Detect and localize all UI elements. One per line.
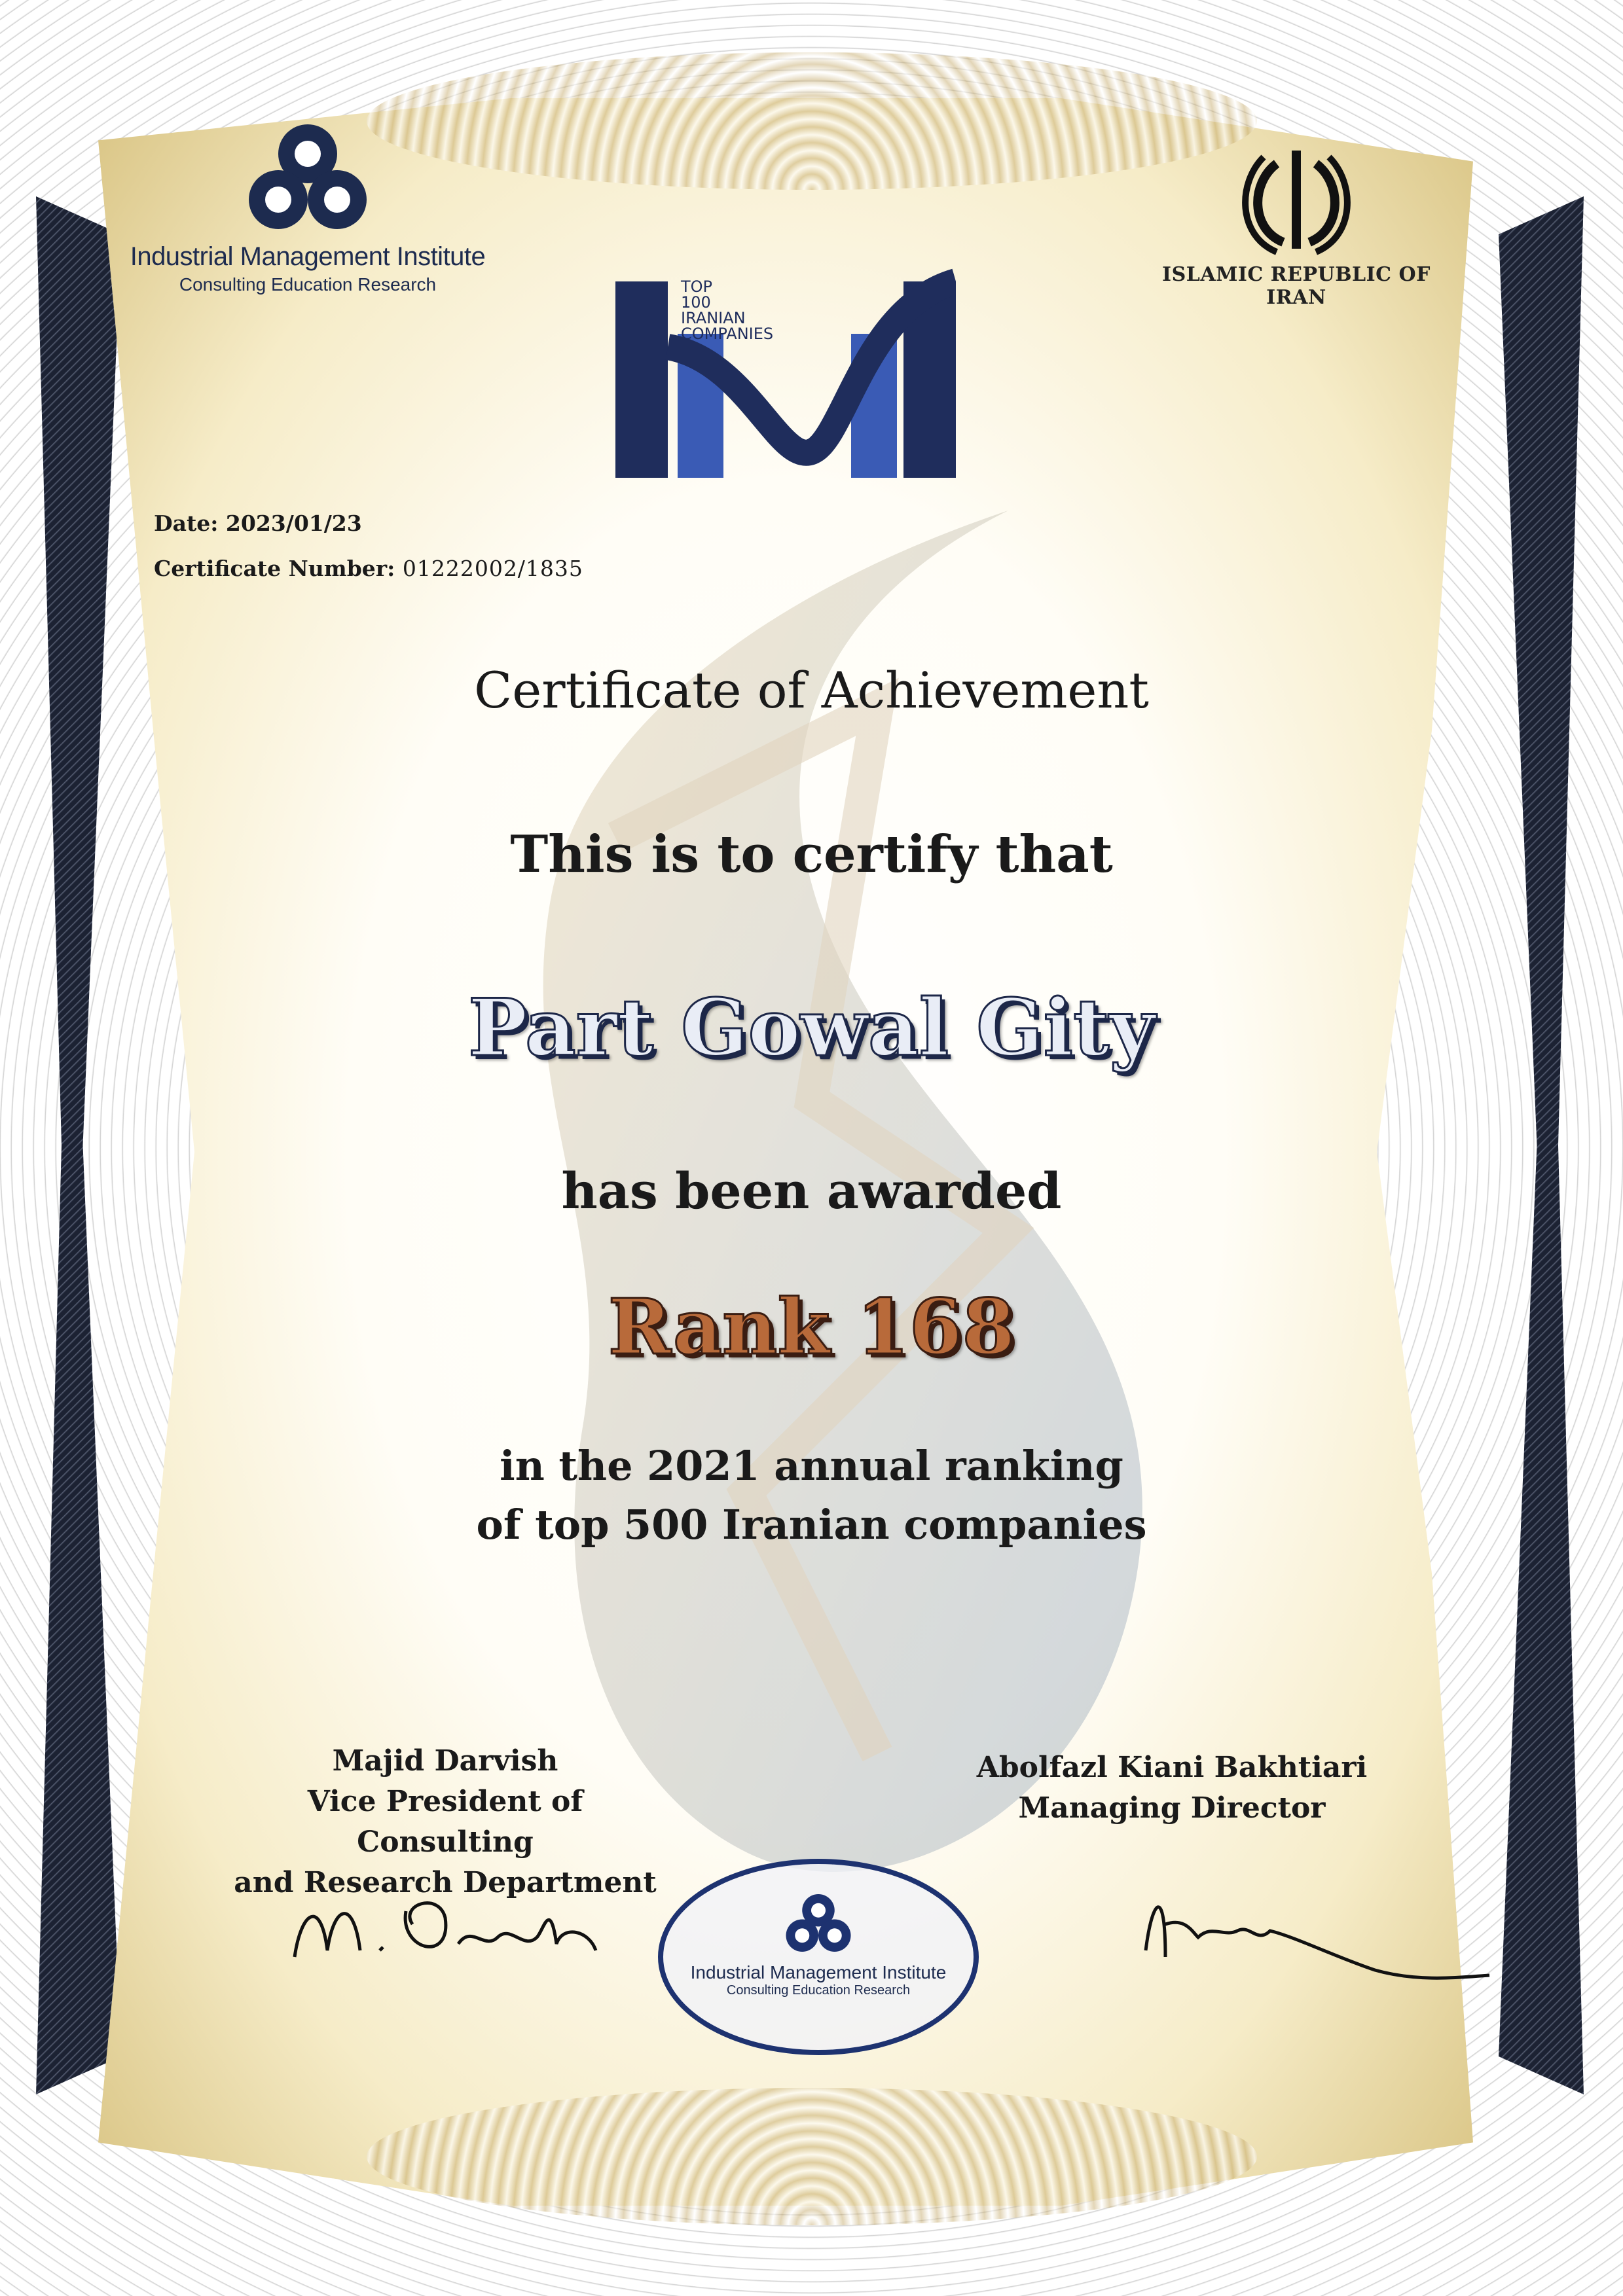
institute-tagline: Consulting Education Research xyxy=(179,274,437,295)
date-label: Date: xyxy=(154,511,219,536)
date-value: 2023/01/23 xyxy=(225,511,362,536)
certificate-number-value: 01222002/1835 xyxy=(402,556,583,581)
certificate-meta xyxy=(154,511,583,601)
country-caption: ISLAMIC REPUBLIC OF IRAN xyxy=(1162,263,1431,309)
logo-text-100: 100 xyxy=(681,293,711,312)
logo-text-iranian: IRANIAN xyxy=(681,309,746,327)
stamp-tagline: Consulting Education Research xyxy=(726,1983,911,1998)
rank-value: Rank 168 xyxy=(608,1283,1015,1372)
institute-trefoil-icon xyxy=(242,118,373,236)
right-signatory-title: Managing Director xyxy=(1018,1791,1326,1825)
iran-emblem-icon xyxy=(1237,144,1355,255)
bottom-ornament xyxy=(367,2088,1257,2225)
institute-stamp xyxy=(658,1859,979,2055)
right-signatory-name: Abolfazl Kiani Bakhtiari xyxy=(976,1751,1368,1784)
institute-logo xyxy=(124,118,491,295)
logo-text-top: TOP xyxy=(681,278,713,296)
certificate-number-row xyxy=(154,556,583,581)
stamp-trefoil-icon xyxy=(782,1890,854,1956)
ranking-description xyxy=(0,1437,1623,1554)
awarded-line: has been awarded xyxy=(561,1162,1062,1220)
left-handwritten-signature xyxy=(282,1872,622,1977)
watermark-art xyxy=(419,511,1205,1950)
ranking-line-1: in the 2021 annual ranking xyxy=(500,1442,1123,1490)
certificate-title: Certificate of Achievement xyxy=(474,661,1149,719)
right-signatory xyxy=(969,1748,1375,1829)
certificate-number-label: Certificate Number: xyxy=(154,556,395,581)
date-row xyxy=(154,511,583,536)
company-name: Part Gowal Gity xyxy=(467,982,1156,1074)
certify-line: This is to certify that xyxy=(510,825,1113,884)
top-ornament xyxy=(367,52,1257,190)
left-signatory-title-1: Vice President of Consulting xyxy=(307,1785,583,1859)
top-100-iranian-companies-logo xyxy=(615,268,956,491)
logo-text-companies: COMPANIES xyxy=(681,325,774,343)
left-signatory-name: Majid Darvish xyxy=(332,1744,558,1778)
institute-name: Industrial Management Institute xyxy=(130,242,486,271)
left-signatory-title-2: and Research Department xyxy=(234,1866,657,1899)
national-emblem xyxy=(1133,144,1460,309)
ranking-line-2: of top 500 Iranian companies xyxy=(476,1501,1147,1549)
right-handwritten-signature xyxy=(1126,1859,1493,1990)
stamp-name: Industrial Management Institute xyxy=(690,1962,947,1982)
